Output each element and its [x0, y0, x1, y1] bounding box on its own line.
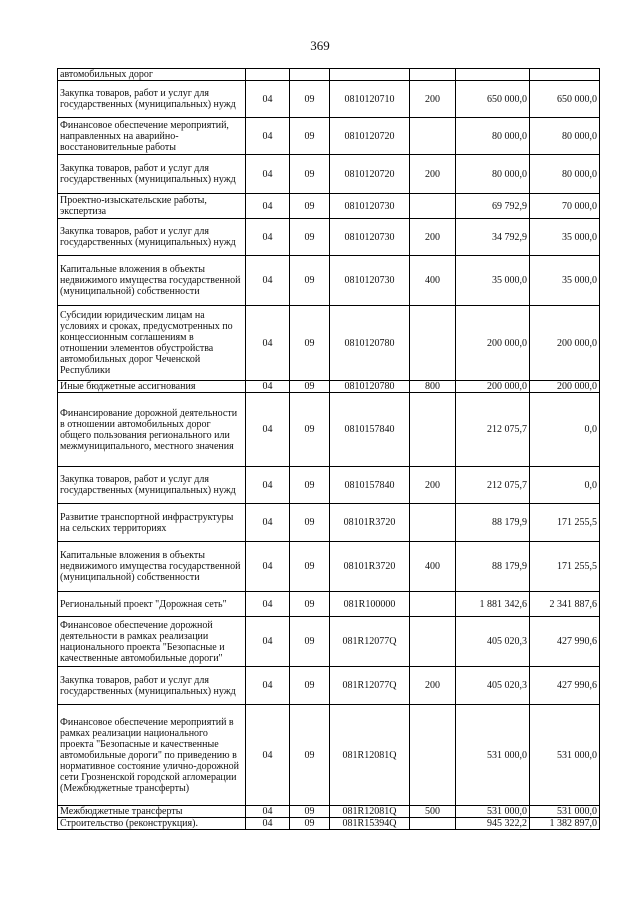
row-subsection: 09	[290, 155, 330, 194]
row-section: 04	[246, 118, 290, 155]
row-expense-type	[410, 818, 456, 830]
row-name: Развитие транспортной инфраструктуры на сельских территориях	[58, 504, 246, 542]
row-amount-1: 1 881 342,6	[456, 592, 530, 617]
row-target-article: 0810157840	[330, 393, 410, 467]
row-amount-1: 80 000,0	[456, 155, 530, 194]
row-amount-2: 70 000,0	[530, 194, 600, 219]
budget-table	[57, 68, 600, 830]
row-expense-type: 200	[410, 81, 456, 118]
row-expense-type: 500	[410, 806, 456, 818]
row-expense-type	[410, 592, 456, 617]
row-section	[246, 69, 290, 81]
row-target-article: 081R12081Q	[330, 806, 410, 818]
row-target-article: 0810157840	[330, 467, 410, 504]
table-body	[58, 69, 600, 830]
row-section: 04	[246, 194, 290, 219]
row-amount-1: 650 000,0	[456, 81, 530, 118]
row-amount-2: 35 000,0	[530, 219, 600, 256]
row-amount-2: 171 255,5	[530, 504, 600, 542]
row-name: Иные бюджетные ассигнования	[58, 381, 246, 393]
row-subsection: 09	[290, 194, 330, 219]
row-name: Закупка товаров, работ и услуг для государственных (муниципальных) нужд	[58, 667, 246, 705]
table-row	[58, 667, 600, 705]
row-expense-type	[410, 617, 456, 667]
row-expense-type: 400	[410, 542, 456, 592]
row-amount-2: 0,0	[530, 467, 600, 504]
row-target-article: 0810120730	[330, 219, 410, 256]
table-row	[58, 256, 600, 306]
table-row	[58, 542, 600, 592]
row-expense-type: 800	[410, 381, 456, 393]
row-name: Финансовое обеспечение мероприятий в рамках реализации национального проекта "Безопасные и качественные автомобильные дороги" по приведению в нормативное состояние улично-дорожной сети Грозненской городской агломерации (Межбюджетные трансферты)	[58, 705, 246, 806]
row-target-article: 081R15394Q	[330, 818, 410, 830]
row-subsection: 09	[290, 617, 330, 667]
row-expense-type	[410, 504, 456, 542]
row-section: 04	[246, 592, 290, 617]
row-name: Закупка товаров, работ и услуг для государственных (муниципальных) нужд	[58, 155, 246, 194]
row-section: 04	[246, 306, 290, 381]
row-name: Капитальные вложения в объекты недвижимого имущества государственной (муниципальной) собственности	[58, 256, 246, 306]
row-target-article: 08101R3720	[330, 504, 410, 542]
row-section: 04	[246, 393, 290, 467]
table-row	[58, 219, 600, 256]
row-amount-2: 427 990,6	[530, 667, 600, 705]
table-row	[58, 705, 600, 806]
row-name: Межбюджетные трансферты	[58, 806, 246, 818]
row-name: Субсидии юридическим лицам на условиях и сроках, предусмотренных по концессионным соглашениям в отношении элементов обустройства автомобильных дорог Чеченской Республики	[58, 306, 246, 381]
row-section: 04	[246, 467, 290, 504]
row-target-article: 0810120730	[330, 194, 410, 219]
row-subsection: 09	[290, 592, 330, 617]
row-expense-type	[410, 118, 456, 155]
row-amount-1	[456, 69, 530, 81]
row-expense-type: 200	[410, 667, 456, 705]
row-amount-2: 427 990,6	[530, 617, 600, 667]
table-row	[58, 118, 600, 155]
row-target-article: 0810120720	[330, 155, 410, 194]
row-subsection: 09	[290, 393, 330, 467]
row-name: Финансовое обеспечение дорожной деятельности в рамках реализации национального проекта "Безопасные и качественные автомобильные дороги"	[58, 617, 246, 667]
row-section: 04	[246, 504, 290, 542]
row-subsection: 09	[290, 542, 330, 592]
row-target-article: 08101R3720	[330, 542, 410, 592]
row-subsection: 09	[290, 806, 330, 818]
row-subsection: 09	[290, 381, 330, 393]
row-amount-1: 34 792,9	[456, 219, 530, 256]
table-row	[58, 69, 600, 81]
row-name: Финансовое обеспечение мероприятий, направленных на аварийно-восстановительные работы	[58, 118, 246, 155]
row-amount-1: 35 000,0	[456, 256, 530, 306]
row-amount-2: 531 000,0	[530, 806, 600, 818]
table-row	[58, 467, 600, 504]
row-target-article: 0810120780	[330, 306, 410, 381]
row-subsection: 09	[290, 118, 330, 155]
row-amount-1: 88 179,9	[456, 504, 530, 542]
row-amount-1: 212 075,7	[456, 467, 530, 504]
row-amount-2: 80 000,0	[530, 155, 600, 194]
row-amount-2	[530, 69, 600, 81]
table-row	[58, 806, 600, 818]
row-amount-2: 650 000,0	[530, 81, 600, 118]
row-amount-2: 200 000,0	[530, 306, 600, 381]
row-subsection: 09	[290, 81, 330, 118]
row-name: автомобильных дорог	[58, 69, 246, 81]
row-name: Проектно-изыскательские работы, экспертиза	[58, 194, 246, 219]
row-expense-type	[410, 393, 456, 467]
row-subsection	[290, 69, 330, 81]
row-target-article: 081R12077Q	[330, 667, 410, 705]
row-section: 04	[246, 818, 290, 830]
table-row	[58, 306, 600, 381]
row-amount-1: 405 020,3	[456, 667, 530, 705]
table-row	[58, 617, 600, 667]
row-target-article: 0810120730	[330, 256, 410, 306]
table-row	[58, 592, 600, 617]
row-target-article	[330, 69, 410, 81]
row-amount-1: 69 792,9	[456, 194, 530, 219]
row-subsection: 09	[290, 306, 330, 381]
row-subsection: 09	[290, 818, 330, 830]
row-section: 04	[246, 667, 290, 705]
row-subsection: 09	[290, 467, 330, 504]
row-amount-2: 531 000,0	[530, 705, 600, 806]
row-target-article: 081R12077Q	[330, 617, 410, 667]
row-subsection: 09	[290, 705, 330, 806]
table-row	[58, 393, 600, 467]
table-row	[58, 504, 600, 542]
row-amount-2: 80 000,0	[530, 118, 600, 155]
row-expense-type: 400	[410, 256, 456, 306]
row-section: 04	[246, 806, 290, 818]
row-subsection: 09	[290, 667, 330, 705]
row-amount-1: 531 000,0	[456, 705, 530, 806]
row-target-article: 081R100000	[330, 592, 410, 617]
row-amount-1: 405 020,3	[456, 617, 530, 667]
table-row	[58, 381, 600, 393]
row-amount-1: 945 322,2	[456, 818, 530, 830]
row-expense-type	[410, 306, 456, 381]
row-target-article: 0810120780	[330, 381, 410, 393]
row-name: Финансирование дорожной деятельности в отношении автомобильных дорог общего пользования регионального или межмуниципального, местного значения	[58, 393, 246, 467]
row-amount-2: 2 341 887,6	[530, 592, 600, 617]
row-amount-2: 1 382 897,0	[530, 818, 600, 830]
row-expense-type	[410, 69, 456, 81]
row-section: 04	[246, 256, 290, 306]
row-section: 04	[246, 617, 290, 667]
row-subsection: 09	[290, 256, 330, 306]
row-expense-type: 200	[410, 467, 456, 504]
row-name: Региональный проект "Дорожная сеть"	[58, 592, 246, 617]
row-target-article: 081R12081Q	[330, 705, 410, 806]
row-amount-1: 212 075,7	[456, 393, 530, 467]
row-amount-2: 0,0	[530, 393, 600, 467]
row-expense-type: 200	[410, 219, 456, 256]
row-subsection: 09	[290, 219, 330, 256]
table-row	[58, 81, 600, 118]
row-subsection: 09	[290, 504, 330, 542]
row-section: 04	[246, 81, 290, 118]
row-amount-1: 531 000,0	[456, 806, 530, 818]
page-number: 369	[310, 38, 330, 53]
row-amount-2: 35 000,0	[530, 256, 600, 306]
row-section: 04	[246, 155, 290, 194]
row-expense-type: 200	[410, 155, 456, 194]
row-amount-1: 200 000,0	[456, 306, 530, 381]
table-row	[58, 818, 600, 830]
table-row	[58, 155, 600, 194]
row-amount-1: 88 179,9	[456, 542, 530, 592]
row-target-article: 0810120720	[330, 118, 410, 155]
row-section: 04	[246, 705, 290, 806]
row-section: 04	[246, 381, 290, 393]
row-amount-2: 171 255,5	[530, 542, 600, 592]
row-name: Капитальные вложения в объекты недвижимого имущества государственной (муниципальной) собственности	[58, 542, 246, 592]
row-expense-type	[410, 194, 456, 219]
row-name: Строительство (реконструкция).	[58, 818, 246, 830]
row-section: 04	[246, 219, 290, 256]
row-name: Закупка товаров, работ и услуг для государственных (муниципальных) нужд	[58, 81, 246, 118]
row-amount-1: 200 000,0	[456, 381, 530, 393]
row-name: Закупка товаров, работ и услуг для государственных (муниципальных) нужд	[58, 467, 246, 504]
row-name: Закупка товаров, работ и услуг для государственных (муниципальных) нужд	[58, 219, 246, 256]
row-amount-2: 200 000,0	[530, 381, 600, 393]
row-amount-1: 80 000,0	[456, 118, 530, 155]
row-target-article: 0810120710	[330, 81, 410, 118]
table-row	[58, 194, 600, 219]
row-expense-type	[410, 705, 456, 806]
row-section: 04	[246, 542, 290, 592]
